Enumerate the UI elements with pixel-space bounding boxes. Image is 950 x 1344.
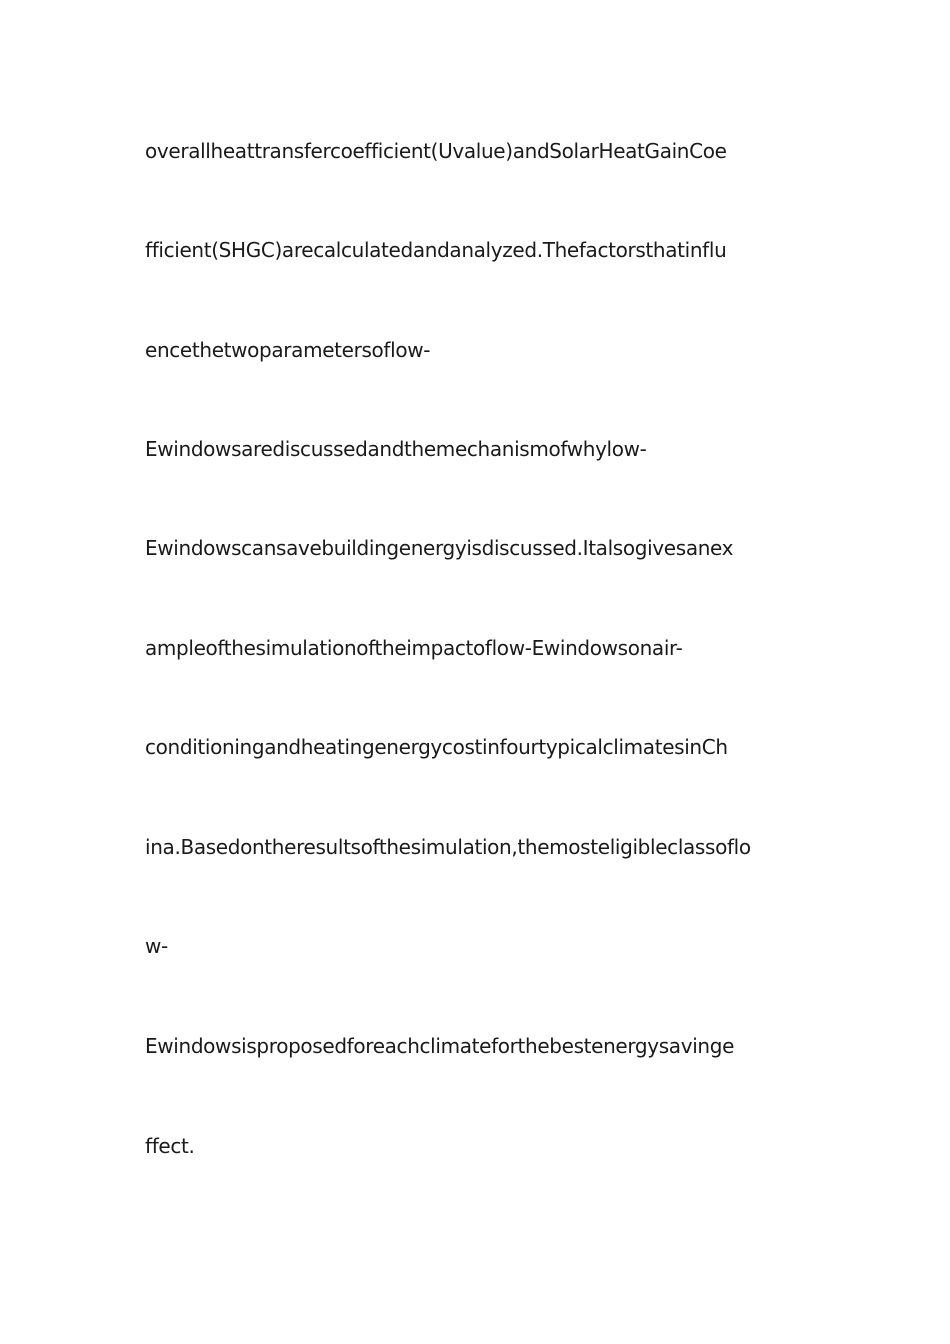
text-line-10: Ewindowsisproposedforeachclimateforthebestenergysavinge — [145, 1034, 735, 1058]
text-line-11: ffect. — [145, 1134, 195, 1158]
text-line-8: ina.Basedontheresultsofthesimulation,themosteligibleclassoflo — [145, 835, 751, 859]
text-line-3: encethetwoparametersoflow- — [145, 338, 431, 362]
text-line-6: ampleofthesimulationoftheimpactoflow-Ewindowsonair- — [145, 636, 683, 660]
text-line-2: fficient(SHGC)arecalculatedandanalyzed.Thefactorsthatinflu — [145, 238, 727, 262]
text-line-4: Ewindowsarediscussedandthemechanismofwhylow- — [145, 437, 647, 461]
text-line-1: overallheattransfercoefficient(Uvalue)andSolarHeatGainCoe — [145, 139, 727, 163]
text-line-9: w- — [145, 934, 168, 958]
text-line-5: Ewindowscansavebuildingenergyisdiscussed.Italsogivesanex — [145, 536, 734, 560]
text-line-7: conditioningandheatingenergycostinfourtypicalclimatesinCh — [145, 735, 728, 759]
